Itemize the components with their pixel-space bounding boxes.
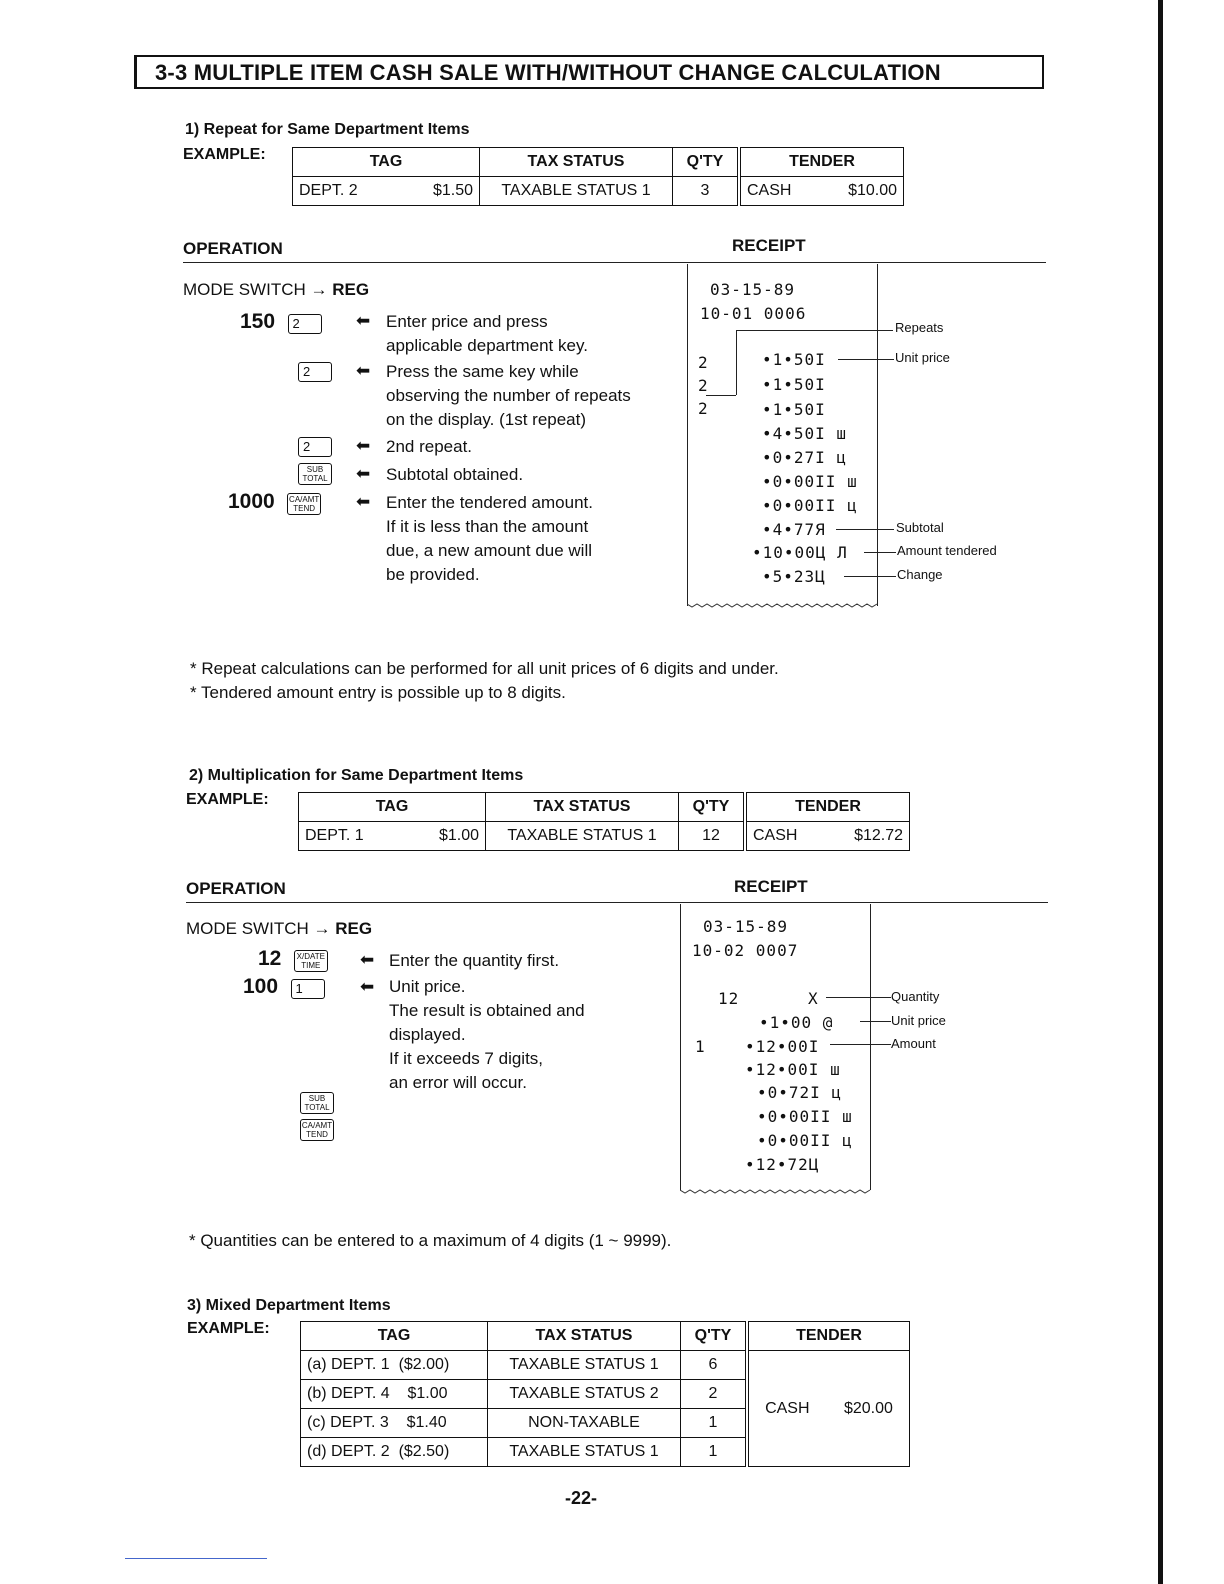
cell-tender bbox=[739, 177, 904, 206]
cell-tax-status: TAXABLE STATUS 1 bbox=[480, 177, 673, 206]
cell-tax-status: TAXABLE STATUS 2 bbox=[488, 1380, 681, 1409]
receipt2-date: 03-15-89 bbox=[703, 917, 789, 936]
part1-step-4-key bbox=[298, 463, 332, 485]
header-qty: Q'TY bbox=[673, 148, 740, 177]
footnote-rule bbox=[125, 1558, 267, 1559]
receipt2-unit: •1•00 @ bbox=[759, 1013, 834, 1032]
receipt2-line: •12•72Ц bbox=[745, 1155, 820, 1174]
part2-example-label: EXAMPLE: bbox=[186, 791, 269, 808]
header-tag: TAG bbox=[293, 148, 480, 177]
receipt1-line: •4•50I ш bbox=[762, 424, 848, 443]
receipt1-count: 2 bbox=[698, 353, 709, 372]
tender-amount: $12.72 bbox=[854, 827, 903, 844]
part2-receipt-label: RECEIPT bbox=[734, 877, 808, 896]
ca-amt-tend-key-icon: CA/AMT TEND bbox=[289, 494, 320, 513]
step-line: due, a new amount due will bbox=[386, 541, 593, 560]
cell-tax-status: TAXABLE STATUS 1 bbox=[488, 1438, 681, 1467]
step-line: observing the number of repeats bbox=[386, 386, 631, 405]
cell-tag: (c) DEPT. 3 $1.40 bbox=[301, 1409, 488, 1438]
part1-title: 1) Repeat for Same Department Items bbox=[185, 121, 470, 138]
step-line: Enter the tendered amount. bbox=[386, 493, 593, 512]
annotation-subtotal: Subtotal bbox=[896, 520, 944, 535]
annotation-change: Change bbox=[897, 567, 943, 582]
step-line: Unit price. bbox=[389, 977, 466, 996]
part1-operation-label: OPERATION bbox=[183, 239, 283, 258]
unit-price2-leader bbox=[860, 1021, 891, 1022]
cell-tax-status: TAXABLE STATUS 1 bbox=[488, 1351, 681, 1380]
receipt1-count: 2 bbox=[698, 399, 709, 418]
part3-example-table bbox=[300, 1321, 910, 1467]
step-line: The result is obtained and bbox=[389, 1001, 585, 1020]
receipt2-trans: 10-02 0007 bbox=[692, 941, 799, 960]
receipt2-line: •0•00II ш bbox=[757, 1107, 853, 1126]
cell-tender bbox=[745, 822, 910, 851]
part1-receipt-label: RECEIPT bbox=[732, 236, 806, 255]
repeats-bracket-bottom bbox=[706, 395, 736, 396]
receipt1-trans: 10-01 0006 bbox=[700, 304, 807, 323]
receipt2-line: •12•00I bbox=[745, 1037, 820, 1056]
part1-step-5-text bbox=[386, 491, 593, 587]
cell-tax-status: TAXABLE STATUS 1 bbox=[486, 822, 679, 851]
part1-step-1-text bbox=[386, 310, 588, 358]
cell-qty: 3 bbox=[673, 177, 740, 206]
left-arrow-icon: ⬅ bbox=[356, 464, 371, 483]
part2-mode-switch bbox=[186, 919, 372, 939]
step-line: an error will occur. bbox=[389, 1073, 527, 1092]
arrow-right-icon: → bbox=[313, 919, 331, 938]
dept1-key-icon: 1 bbox=[291, 979, 325, 999]
receipt1-tear-edge bbox=[687, 600, 878, 610]
ca-amt-tend-key-icon: CA/AMT TEND bbox=[301, 1121, 333, 1139]
step-number: 100 bbox=[243, 975, 279, 998]
left-arrow-icon: ⬅ bbox=[360, 950, 375, 969]
receipt1-line: •0•27I ц bbox=[762, 448, 848, 467]
cell-tag bbox=[293, 177, 480, 206]
amount-tendered-leader bbox=[864, 552, 896, 553]
part2-step-1 bbox=[258, 947, 328, 972]
cell-qty: 2 bbox=[681, 1380, 748, 1409]
receipt1-line: •1•50I bbox=[762, 375, 826, 394]
step-line: If it is less than the amount bbox=[386, 517, 589, 536]
annotation-repeats: Repeats bbox=[895, 320, 944, 335]
step-number: 150 bbox=[240, 310, 276, 333]
part2-example-table bbox=[298, 792, 910, 851]
header-tax-status: TAX STATUS bbox=[486, 793, 679, 822]
receipt1-right-edge bbox=[877, 264, 878, 606]
header-tax-status: TAX STATUS bbox=[488, 1322, 681, 1351]
part1-step-3-text: 2nd repeat. bbox=[386, 437, 473, 456]
part2-subtotal-key bbox=[300, 1092, 334, 1114]
annotation-amount-tendered: Amount tendered bbox=[897, 543, 997, 558]
receipt1-line: •5•23Ц bbox=[762, 567, 826, 586]
tender-method: CASH bbox=[765, 1399, 810, 1417]
x-date-time-key-icon: X/DATE TIME bbox=[294, 950, 328, 972]
cell-tag bbox=[299, 822, 486, 851]
step-line: applicable department key. bbox=[386, 336, 588, 355]
header-tag: TAG bbox=[299, 793, 486, 822]
cell-tag: (d) DEPT. 2 ($2.50) bbox=[301, 1438, 488, 1467]
part1-note: * Repeat calculations can be performed for all unit prices of 6 digits and under. bbox=[190, 659, 779, 678]
part2-note: * Quantities can be entered to a maximum of 4 digits (1 ~ 9999). bbox=[189, 1231, 672, 1250]
cell-qty: 6 bbox=[681, 1351, 748, 1380]
part1-note: * Tendered amount entry is possible up to 8 digits. bbox=[190, 683, 566, 702]
page-number: -22- bbox=[565, 1488, 598, 1508]
receipt2-qty-x: X bbox=[808, 989, 819, 1008]
annotation-unit-price: Unit price bbox=[895, 350, 950, 365]
step-number: 12 bbox=[258, 947, 282, 970]
part1-step-2-text bbox=[386, 360, 631, 432]
receipt2-line: •12•00I ш bbox=[745, 1060, 841, 1079]
tag-price: $1.50 bbox=[432, 182, 473, 199]
receipt2-right-edge bbox=[870, 904, 871, 1190]
tag-price: $1.00 bbox=[438, 827, 479, 844]
change-leader bbox=[844, 576, 896, 577]
receipt1-date: 03-15-89 bbox=[710, 280, 796, 299]
part2-step-1-text: Enter the quantity first. bbox=[389, 951, 560, 970]
part3-example-label: EXAMPLE: bbox=[187, 1320, 270, 1337]
cell-qty: 1 bbox=[681, 1438, 748, 1467]
part2-divider bbox=[186, 902, 1048, 903]
step-number: 1000 bbox=[228, 490, 275, 513]
cell-qty: 1 bbox=[681, 1409, 748, 1438]
cell-tag: (a) DEPT. 1 ($2.00) bbox=[301, 1351, 488, 1380]
receipt2-left-edge bbox=[680, 904, 681, 1190]
part1-step-5 bbox=[228, 490, 321, 515]
receipt1-line: •4•77Я bbox=[762, 520, 826, 539]
step-line: on the display. (1st repeat) bbox=[386, 410, 587, 429]
cell-tax-status: NON-TAXABLE bbox=[488, 1409, 681, 1438]
dept2-key-icon: 2 bbox=[298, 437, 332, 457]
part2-operation-label: OPERATION bbox=[186, 879, 286, 898]
part1-example-table bbox=[292, 147, 904, 206]
repeats-leader bbox=[736, 330, 893, 331]
step-line: be provided. bbox=[386, 565, 480, 584]
header-tender: TENDER bbox=[739, 148, 904, 177]
header-tender: TENDER bbox=[747, 1322, 910, 1351]
mode-switch-label: MODE SWITCH bbox=[186, 919, 309, 938]
receipt2-qty: 12 bbox=[718, 989, 740, 1008]
header-tender: TENDER bbox=[745, 793, 910, 822]
tag-dept: DEPT. 1 bbox=[305, 827, 364, 844]
reg-label: REG bbox=[332, 280, 370, 299]
receipt2-line: •0•72I ц bbox=[757, 1083, 843, 1102]
step-line: Press the same key while bbox=[386, 362, 579, 381]
cell-tag: (b) DEPT. 4 $1.00 bbox=[301, 1380, 488, 1409]
part3-title: 3) Mixed Department Items bbox=[187, 1297, 391, 1314]
tender-method: CASH bbox=[753, 827, 798, 844]
left-arrow-icon: ⬅ bbox=[356, 361, 371, 380]
part1-example-label: EXAMPLE: bbox=[183, 146, 266, 163]
step-line: displayed. bbox=[389, 1025, 466, 1044]
header-qty: Q'TY bbox=[681, 1322, 748, 1351]
header-tax-status: TAX STATUS bbox=[480, 148, 673, 177]
header-qty: Q'TY bbox=[679, 793, 746, 822]
subtotal-leader bbox=[836, 529, 894, 530]
cell-tender bbox=[747, 1351, 910, 1467]
subtotal-key-icon: SUB TOTAL bbox=[298, 463, 332, 485]
reg-label: REG bbox=[335, 919, 373, 938]
part2-step-2-text bbox=[389, 975, 585, 1095]
part2-ca-key bbox=[300, 1119, 334, 1141]
receipt1-line: •0•00II ц bbox=[762, 496, 858, 515]
tender-amount: $20.00 bbox=[843, 1399, 893, 1417]
left-arrow-icon: ⬅ bbox=[356, 311, 371, 330]
dept2-key-icon: 2 bbox=[288, 314, 322, 334]
amount-leader bbox=[830, 1044, 891, 1045]
part2-title: 2) Multiplication for Same Department Items bbox=[189, 767, 524, 784]
part1-step-2-key bbox=[298, 362, 332, 382]
receipt2-tear-edge bbox=[680, 1186, 871, 1196]
section-title: 3-3 MULTIPLE ITEM CASH SALE WITH/WITHOUT CHANGE CALCULATION bbox=[155, 60, 941, 85]
receipt1-line: •1•50I bbox=[762, 350, 826, 369]
subtotal-key-icon: SUB TOTAL bbox=[300, 1092, 334, 1114]
annotation-quantity: Quantity bbox=[891, 989, 940, 1004]
cell-qty: 12 bbox=[679, 822, 746, 851]
part1-mode-switch bbox=[183, 280, 369, 300]
repeats-bracket bbox=[736, 330, 737, 395]
receipt1-line: •10•00Ц Л bbox=[752, 543, 848, 562]
part1-divider bbox=[183, 262, 1046, 263]
dept2-key-icon: 2 bbox=[298, 362, 332, 382]
receipt1-count: 2 bbox=[698, 376, 709, 395]
receipt2-line: •0•00II ц bbox=[757, 1131, 853, 1150]
tender-amount: $10.00 bbox=[848, 182, 897, 199]
quantity-leader bbox=[826, 997, 891, 998]
arrow-right-icon: → bbox=[310, 280, 328, 299]
unit-price-leader bbox=[838, 359, 894, 360]
left-arrow-icon: ⬅ bbox=[356, 492, 371, 511]
mode-switch-label: MODE SWITCH bbox=[183, 280, 306, 299]
receipt1-line: •0•00II ш bbox=[762, 472, 858, 491]
receipt1-line: •1•50I bbox=[762, 400, 826, 419]
part2-step-2 bbox=[243, 975, 325, 999]
annotation-unit-price: Unit price bbox=[891, 1013, 946, 1028]
scan-edge bbox=[1158, 0, 1163, 1584]
header-tag: TAG bbox=[301, 1322, 488, 1351]
left-arrow-icon: ⬅ bbox=[360, 977, 375, 996]
tag-dept: DEPT. 2 bbox=[299, 182, 358, 199]
tender-method: CASH bbox=[747, 182, 792, 199]
receipt2-amount-left: 1 bbox=[695, 1037, 706, 1056]
step-line: Enter price and press bbox=[386, 312, 548, 331]
left-arrow-icon: ⬅ bbox=[356, 436, 371, 455]
annotation-amount: Amount bbox=[891, 1036, 936, 1051]
step-line: If it exceeds 7 digits, bbox=[389, 1049, 544, 1068]
part1-step-3-key bbox=[298, 437, 332, 457]
part1-step-4-text: Subtotal obtained. bbox=[386, 465, 524, 484]
receipt1-left-edge bbox=[687, 264, 688, 606]
